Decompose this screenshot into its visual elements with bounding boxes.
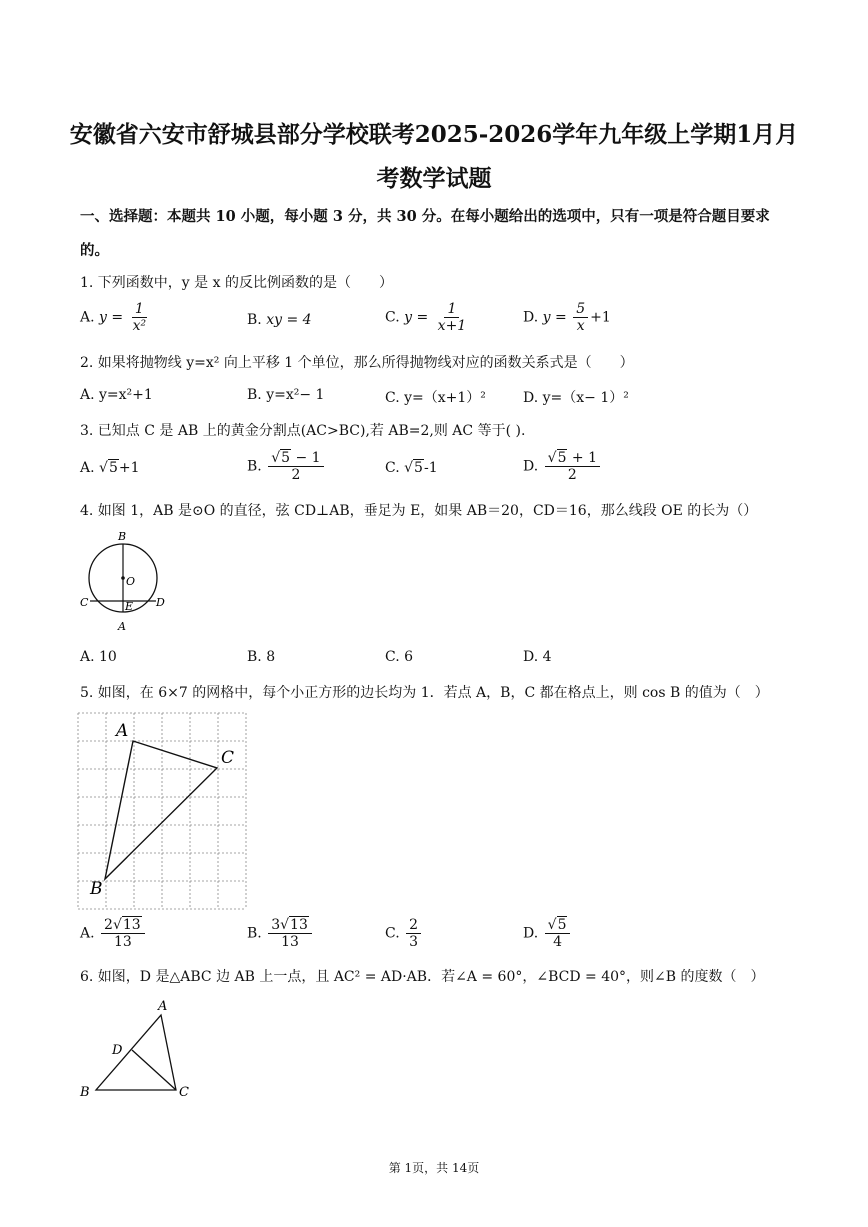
q2-option-a: A. y=x²+1	[80, 387, 153, 403]
label-c: C	[80, 596, 89, 609]
page-footer: 第 1页，共 14页	[388, 1161, 480, 1175]
question-3-stem: 3. 已知点 C 是 AB 上的黄金分割点(AC>BC),若 AB=2,则 AC 等于( ).	[80, 423, 526, 439]
label-d: D	[112, 1043, 123, 1058]
q3-option-d: D. $\frac{√5 + 1}{2}$	[523, 450, 602, 483]
label-b: B	[90, 879, 103, 899]
q2-option-c: C. y=（x+1）²	[385, 390, 486, 406]
section-heading: 一、选择题：本题共 10 小题，每小题 3 分，共 30 分。在每小题给出的选项中，只有一项是符合题目要求	[80, 208, 770, 225]
q4-circle-figure	[78, 530, 168, 634]
q2-option-b: B. y=x²− 1	[247, 387, 325, 403]
label-e: E	[125, 600, 134, 613]
label-b: B	[118, 530, 127, 543]
q4-option-b: B. 8	[247, 649, 276, 665]
label-c: C	[179, 1085, 189, 1100]
q5-option-b: B. $\frac{3√13}{13}$	[247, 917, 314, 950]
question-4-stem: 4. 如图 1，AB 是⊙O 的直径，弦 CD⊥AB，垂足为 E，如果 AB＝20，CD＝16，那么线段 OE 的长为（）	[80, 503, 758, 519]
q3-option-a: A. √5+1	[80, 460, 140, 476]
q5-option-c: C. $\frac{2}{3}$	[385, 917, 423, 950]
label-a: A	[118, 620, 126, 633]
q4-option-c: C. 6	[385, 649, 414, 665]
q1-option-b: B. xy = 4	[247, 312, 312, 328]
center-point	[121, 576, 125, 580]
q2-option-d: D. y=（x− 1）²	[523, 390, 629, 406]
label-a: A	[116, 721, 129, 741]
section-heading-cont: 的。	[80, 242, 109, 259]
q5-grid-figure	[76, 710, 252, 910]
q1-option-a: A. y = $\frac{1}{\text{x²}}$	[80, 301, 147, 334]
label-o: O	[126, 575, 136, 588]
q3-option-c: C. √5-1	[385, 460, 438, 476]
document-title-line2: 考数学试题	[376, 165, 492, 192]
label-a: A	[158, 999, 168, 1014]
question-1-stem: 1. 下列函数中，y 是 x 的反比例函数的是（ ）	[80, 275, 393, 291]
q4-option-a: A. 10	[80, 649, 117, 665]
q4-option-d: D. 4	[523, 649, 552, 665]
q6-triangle-figure	[76, 995, 206, 1105]
label-d: D	[156, 596, 165, 609]
label-b: B	[80, 1085, 90, 1100]
q5-option-d: D. $\frac{√5}{4}$	[523, 917, 572, 950]
document-title-line1: 安徽省六安市舒城县部分学校联考2025-2026学年九年级上学期1月月	[69, 121, 799, 148]
q3-option-b: B. $\frac{√5 - 1}{2}$	[247, 450, 326, 483]
q5-option-a: A. $\frac{2√13}{13}$	[80, 917, 147, 950]
question-6-stem: 6. 如图，D 是△ABC 边 AB 上一点，且 AC² = AD·AB．若∠A = 60°，∠BCD = 40°，则∠B 的度数（ ）	[80, 969, 765, 985]
question-2-stem: 2. 如果将抛物线 y=x² 向上平移 1 个单位，那么所得抛物线对应的函数关系式是（ ）	[80, 355, 634, 371]
grid-lines	[78, 713, 246, 909]
q1-option-c: C. y = $\frac{1}{x+1}$	[385, 301, 467, 334]
q1-option-d: D. y = $\frac{5}{x}$ +1	[523, 301, 611, 334]
triangle-abc	[105, 741, 217, 879]
question-5-stem: 5. 如图，在 6×7 的网格中，每个小正方形的边长均为 1．若点 A，B，C 都在格点上，则 cos B 的值为（ ）	[80, 685, 769, 701]
label-c: C	[221, 748, 235, 768]
